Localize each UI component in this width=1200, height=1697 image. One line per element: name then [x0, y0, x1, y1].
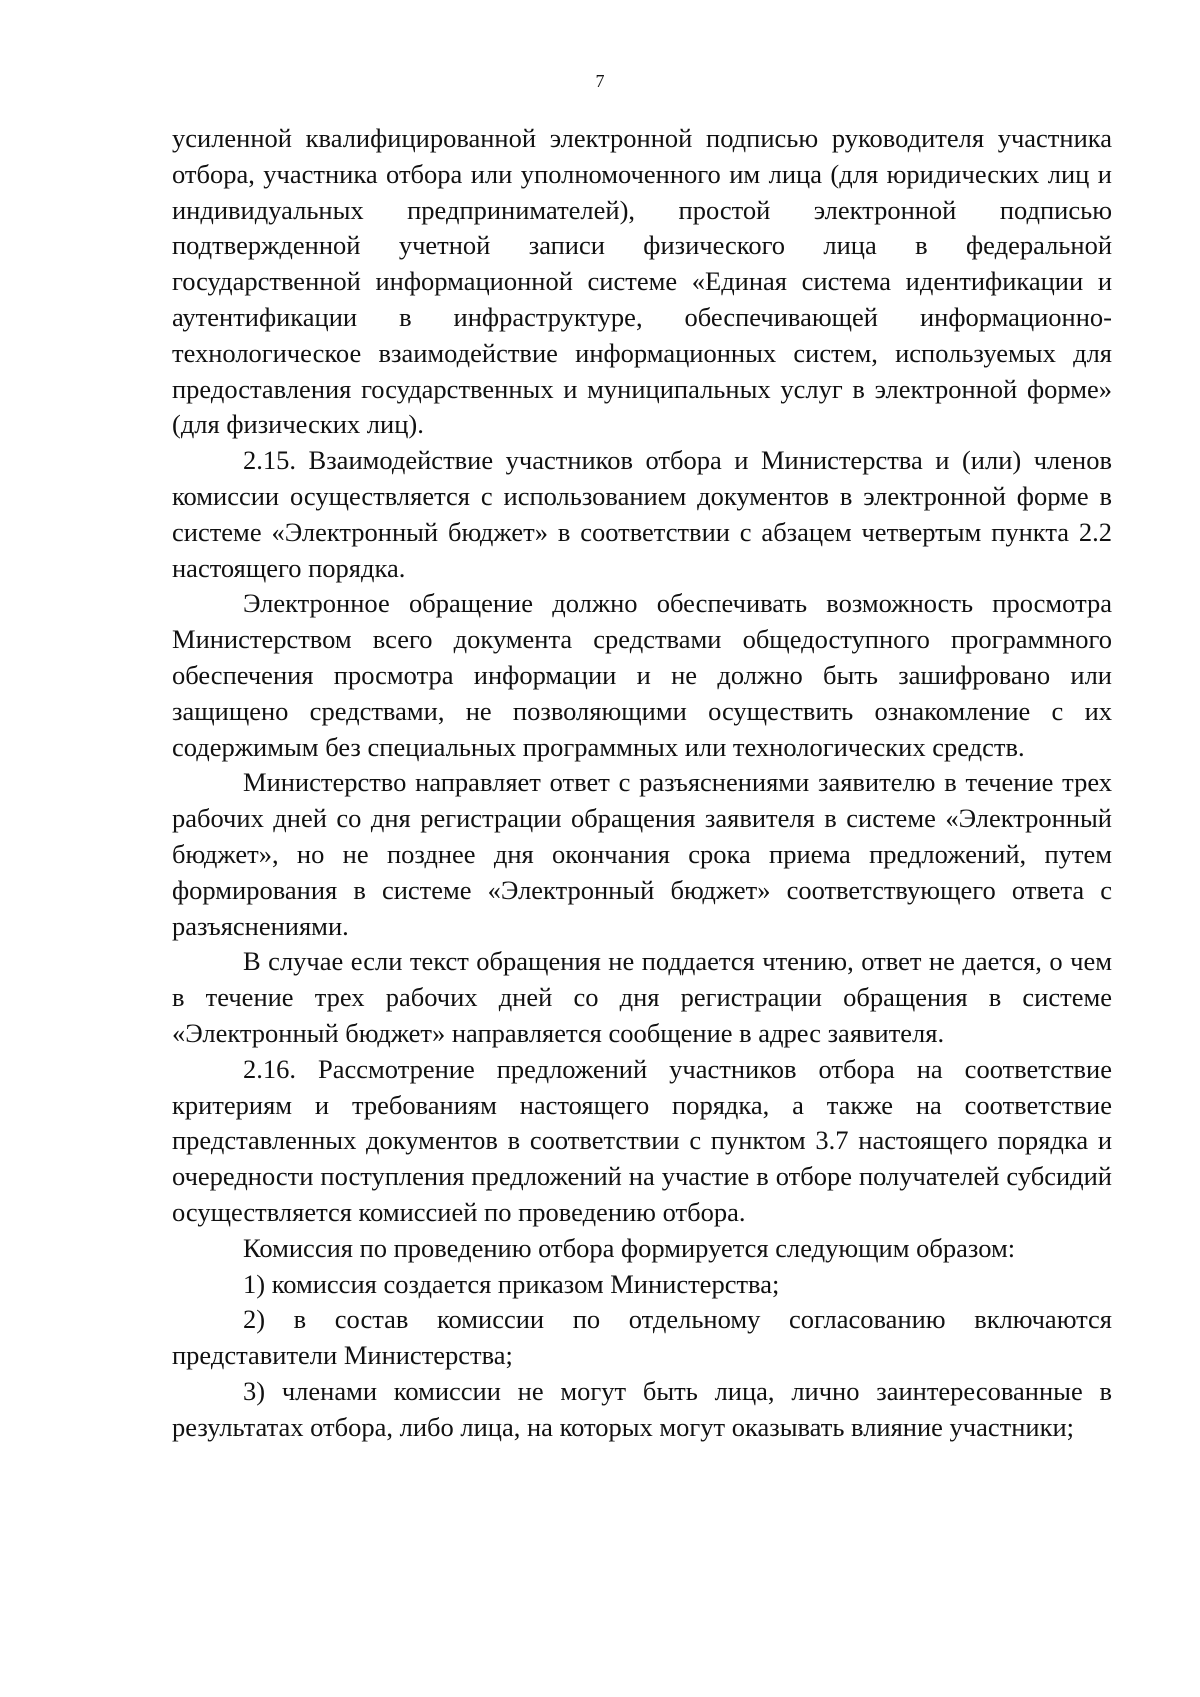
paragraph-2-15: 2.15. Взаимодействие участников отбора и Министерства и (или) членов комиссии осуществляется с использованием документов в электронной форме в системе «Электронный бюджет» в соответствии с абзацем четвертым пункта 2.2 настоящего порядка. [172, 445, 1112, 583]
paragraph-ministry-response: Министерство направляет ответ с разъяснениями заявителю в течение трех рабочих дней со дня регистрации обращения заявителя в системе «Электронный бюджет», но не позднее дня окончания срока приема предложений, путем формирования в системе «Электронный бюджет» соответствующего ответа с разъяснениями. [172, 767, 1112, 941]
list-item-1: 1) комиссия создается приказом Министерства; [243, 1268, 780, 1299]
paragraph-2-16: 2.16. Рассмотрение предложений участников отбора на соответствие критериям и требованиям настоящего порядка, а также на соответствие представленных документов в соответствии с пунктом 3.7 настоящего порядка и очередности поступления предложений на участие в отборе получателей субсидий осуществляется комиссией по проведению отбора. [172, 1053, 1112, 1227]
paragraph-electronic-request: Электронное обращение должно обеспечивать возможность просмотра Министерством всего документа средствами общедоступного программного обеспечения просмотра информации и не должно быть зашифровано или защищено средствами, не позволяющими осуществить ознакомление с их содержимым без специальных программных или технологических средств. [172, 588, 1112, 762]
paragraph-unreadable-request: В случае если текст обращения не поддается чтению, ответ не дается, о чем в течение трех рабочих дней со дня регистрации обращения в системе «Электронный бюджет» направляется сообщение в адрес заявителя. [172, 946, 1112, 1048]
page-number: 7 [595, 71, 605, 91]
list-item-2: 2) в состав комиссии по отдельному согласованию включаются представители Министерства; [172, 1304, 1112, 1371]
list-item-3: 3) членами комиссии не могут быть лица, лично заинтересованные в результатах отбора, либо лица, на которых могут оказывать влияние участники; [172, 1375, 1112, 1442]
paragraph-commission-formation: Комиссия по проведению отбора формируется следующим образом: [243, 1232, 1016, 1263]
paragraph-signature-continuation: усиленной квалифицированной электронной подписью руководителя участника отбора, участника отбора или уполномоченного им лица (для юридических лиц и индивидуальных предпринимателей), простой электронной подписью подтвержденной учетной записи физического лица в федеральной государственной информационной системе «Единая система идентификации и аутентификации в инфраструктуре, обеспечивающей информационно-технологическое взаимодействие информационных систем, используемых для предоставления государственных и муниципальных услуг в электронной форме» (для физических лиц). [172, 123, 1112, 440]
document-body [172, 121, 1112, 1445]
